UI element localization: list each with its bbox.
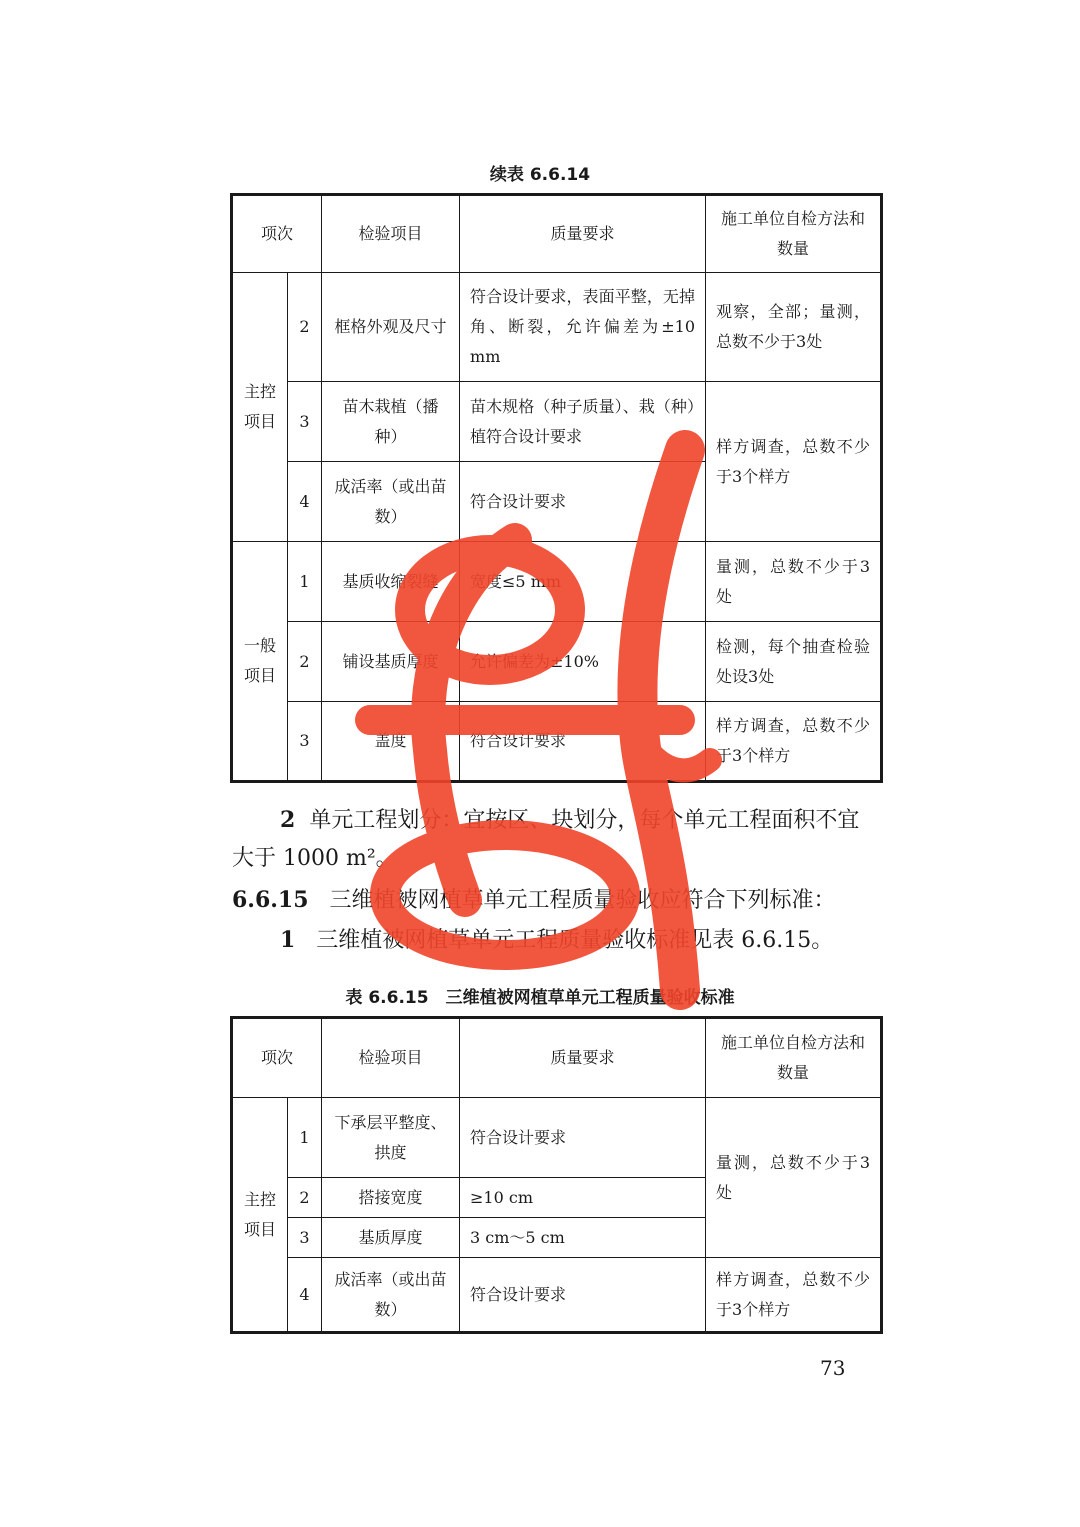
table1-caption: 续表 6.6.14 — [489, 165, 591, 185]
header-quality: 质量要求 — [460, 195, 706, 273]
paragraph-unit-division — [232, 801, 880, 878]
table-row — [232, 622, 882, 702]
row-quality: 符合设计要求 — [460, 462, 706, 542]
table-row — [232, 1098, 882, 1178]
clause-number: 6.6.15 — [232, 887, 309, 913]
row-no: 2 — [288, 1178, 322, 1218]
row-method: 样方调查，总数不少于3个样方 — [706, 702, 882, 782]
row-check: 盖度 — [322, 702, 460, 782]
row-no: 2 — [288, 273, 322, 382]
header-method: 施工单位自检方法和数量 — [706, 1018, 882, 1098]
row-no: 3 — [288, 1218, 322, 1258]
group-label-main: 主控项目 — [232, 273, 288, 542]
row-check: 基质收缩裂缝 — [322, 542, 460, 622]
row-method: 检测，每个抽查检验处设3处 — [706, 622, 882, 702]
table-row — [232, 1258, 882, 1333]
paragraph-number: 2 — [280, 807, 296, 833]
table-header-row — [232, 1018, 882, 1098]
page-number: 73 — [820, 1356, 846, 1380]
row-check: 框格外观及尺寸 — [322, 273, 460, 382]
row-method: 样方调查，总数不少于3个样方 — [706, 1258, 882, 1333]
table-row — [232, 273, 882, 382]
row-check: 搭接宽度 — [322, 1178, 460, 1218]
table-row — [232, 542, 882, 622]
paragraph-6-6-15 — [232, 881, 880, 920]
row-no: 4 — [288, 1258, 322, 1333]
row-no: 2 — [288, 622, 322, 702]
row-quality: 符合设计要求 — [460, 1258, 706, 1333]
row-quality: 允许偏差为±10% — [460, 622, 706, 702]
row-no: 3 — [288, 382, 322, 462]
group-label-main: 主控项目 — [232, 1098, 288, 1333]
paragraph-text: 单元工程划分：宜按区、块划分，每个单元工程面积不宜大于 1000 m²。 — [232, 808, 860, 871]
table2-caption: 表 6.6.15 三维植被网植草单元工程质量验收标准 — [345, 988, 735, 1008]
header-quality: 质量要求 — [460, 1018, 706, 1098]
row-check: 铺设基质厚度 — [322, 622, 460, 702]
table1 — [230, 193, 883, 783]
row-check: 成活率（或出苗数） — [322, 1258, 460, 1333]
row-no: 4 — [288, 462, 322, 542]
row-quality: 符合设计要求 — [460, 702, 706, 782]
row-check: 成活率（或出苗数） — [322, 462, 460, 542]
row-method: 观察，全部；量测，总数不少于3处 — [706, 273, 882, 382]
header-check: 检验项目 — [322, 195, 460, 273]
row-no: 1 — [288, 1098, 322, 1178]
paragraph-see-table — [232, 921, 880, 960]
row-method: 量测，总数不少于3处 — [706, 1098, 882, 1258]
row-quality: 符合设计要求，表面平整，无掉角、断裂，允许偏差为±10 mm — [460, 273, 706, 382]
paragraph-text: 三维植被网植草单元工程质量验收标准见表 6.6.15。 — [316, 928, 834, 953]
row-quality: ≥10 cm — [460, 1178, 706, 1218]
row-check: 下承层平整度、拱度 — [322, 1098, 460, 1178]
row-no: 3 — [288, 702, 322, 782]
row-method: 量测，总数不少于3处 — [706, 542, 882, 622]
row-quality: 符合设计要求 — [460, 1098, 706, 1178]
row-quality: 3 cm～5 cm — [460, 1218, 706, 1258]
group-label-general: 一般项目 — [232, 542, 288, 782]
row-quality: 宽度≤5 mm — [460, 542, 706, 622]
header-check: 检验项目 — [322, 1018, 460, 1098]
row-quality: 苗木规格（种子质量）、栽（种）植符合设计要求 — [460, 382, 706, 462]
table-row — [232, 702, 882, 782]
table-header-row — [232, 195, 882, 273]
clause-text: 三维植被网植草单元工程质量验收应符合下列标准： — [329, 888, 836, 913]
row-check: 基质厚度 — [322, 1218, 460, 1258]
header-item: 项次 — [232, 1018, 322, 1098]
paragraph-number: 1 — [280, 927, 296, 953]
row-check: 苗木栽植（播种） — [322, 382, 460, 462]
table2 — [230, 1016, 883, 1334]
row-no: 1 — [288, 542, 322, 622]
header-method: 施工单位自检方法和数量 — [706, 195, 882, 273]
header-item: 项次 — [232, 195, 322, 273]
row-method: 样方调查，总数不少于3个样方 — [706, 382, 882, 542]
table-row — [232, 382, 882, 462]
